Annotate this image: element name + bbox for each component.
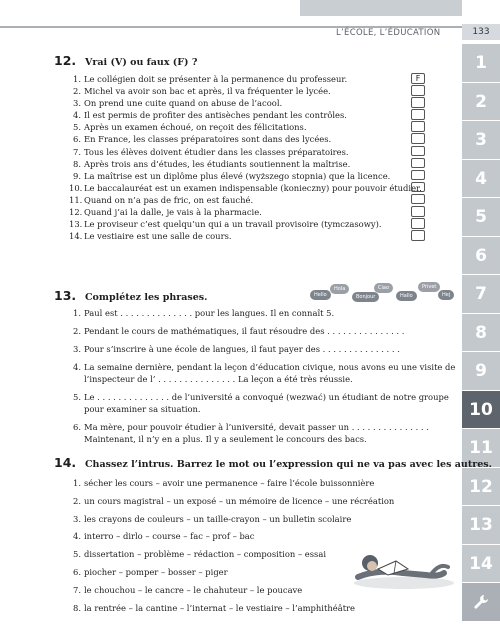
exercise-14-instruction: Chassez l’intrus. Barrez le mot ou l’expression qui ne va pas avec les autres. — [85, 459, 492, 470]
chapter-tab-6: 6 — [462, 237, 500, 276]
ex12-item — [69, 218, 414, 230]
ex13-item — [73, 343, 456, 355]
chapter-tab-12: 12 — [462, 468, 500, 507]
answer-box[interactable] — [411, 194, 425, 205]
greeting-bubble: Bonjour — [352, 292, 379, 302]
answer-box[interactable] — [411, 97, 425, 108]
item-number: 5. — [73, 392, 81, 403]
item-number: 3. — [73, 513, 81, 524]
item-number: 8. — [73, 158, 81, 169]
item-text: Quand on n’a pas de fric, on est fauché. — [84, 194, 254, 205]
item-text: dissertation – problème – rédaction – composition – essai — [84, 549, 327, 560]
page-number: 133 — [462, 24, 500, 40]
ex12-item — [69, 182, 422, 194]
greeting-bubble: Hola — [330, 284, 349, 294]
ex13-item — [73, 391, 456, 415]
item-number: 12. — [69, 207, 83, 218]
exercise-13-list — [73, 307, 456, 451]
ex12-item — [73, 170, 414, 182]
item-number: 6. — [73, 134, 81, 145]
answer-box[interactable] — [411, 109, 425, 120]
running-title: L’ÉCOLE, L’ÉDUCATION — [336, 28, 441, 38]
chapter-tabs — [462, 44, 500, 622]
chapter-tab-7: 7 — [462, 275, 500, 314]
item-number: 6. — [73, 566, 81, 577]
exercise-13-instruction: Complétez les phrases. — [85, 292, 208, 303]
exercise-14-number: 14. — [54, 455, 77, 470]
chapter-tab-11: 11 — [462, 429, 500, 468]
chapter-tab-1: 1 — [462, 44, 500, 83]
answer-boxes — [411, 73, 425, 242]
exercise-13-number: 13. — [54, 288, 77, 303]
item-text: piocher – pomper – bosser – piger — [84, 566, 228, 577]
exercise-14-title — [54, 455, 492, 470]
answer-box[interactable] — [411, 182, 425, 193]
answer-box[interactable] — [411, 170, 425, 181]
greeting-bubble: Ciao — [374, 283, 393, 293]
ex14-item — [73, 477, 456, 495]
chapter-tab-2: 2 — [462, 83, 500, 122]
item-text: Le baccalauréat est un examen indispensable (konieczny) pour pouvoir étudier. — [84, 182, 422, 193]
item-number: 4. — [73, 110, 81, 121]
greeting-bubbles-illustration — [300, 280, 460, 310]
ex13-item — [73, 307, 456, 319]
greeting-bubble: Hello — [310, 290, 331, 300]
chapter-tab-3: 3 — [462, 121, 500, 160]
chapter-tab-14: 14 — [462, 545, 500, 584]
item-number: 5. — [73, 549, 81, 560]
ex12-item — [73, 158, 414, 170]
item-number: 2. — [73, 495, 81, 506]
answer-box[interactable] — [411, 158, 425, 169]
item-number: 9. — [73, 170, 81, 181]
student-reading-illustration — [348, 533, 460, 591]
item-text: les crayons de couleurs – un taille-crayon – un bulletin scolaire — [84, 513, 352, 524]
chapter-tab-13: 13 — [462, 506, 500, 545]
item-text: On prend une cuite quand on abuse de l’acool. — [84, 98, 283, 109]
answer-box[interactable] — [411, 218, 425, 229]
item-text: Le proviseur c’est quelqu’un qui a un travail provisoire (tymczasowy). — [84, 219, 382, 230]
item-number: 7. — [73, 146, 81, 157]
item-text: Paul est . . . . . . . . . . . . . . pour les langues. Il en connaît 5. — [84, 308, 335, 318]
item-number: 2. — [73, 86, 81, 97]
item-number: 4. — [73, 361, 81, 372]
answer-box[interactable]: F — [411, 73, 425, 84]
item-number: 1. — [73, 308, 81, 318]
item-number: 2. — [73, 325, 81, 336]
item-text: Michel va avoir son bac et après, il va fréquenter le lycée. — [84, 86, 331, 97]
item-text: Il est permis de profiter des antisèches pendant les contrôles. — [84, 110, 347, 121]
item-number: 3. — [73, 98, 81, 109]
item-text: La semaine dernière, pendant la leçon d’éducation civique, nous avons eu une visite de l’inspecteur de l’ . . . . . . . . . . . . . . . La leçon a été très réussie. — [84, 361, 456, 385]
greeting-bubble: Hallo — [396, 291, 417, 301]
answer-box[interactable] — [411, 133, 425, 144]
ex14-item — [73, 513, 456, 531]
ex12-item — [73, 109, 414, 121]
exercise-12-instruction: Vrai (V) ou faux (F) ? — [85, 57, 198, 68]
item-text: la rentrée – la cantine – l’internat – le vestiaire – l’amphithéâtre — [84, 602, 356, 613]
item-number: 10. — [69, 182, 83, 193]
answer-box[interactable] — [411, 206, 425, 217]
item-number: 13. — [69, 219, 83, 230]
item-text: Pour s’inscrire à une école de langues, il faut payer des . . . . . . . . . . . . . . . — [84, 343, 400, 354]
chapter-tab-4: 4 — [462, 160, 500, 199]
ex14-item — [73, 602, 456, 620]
item-text: Le . . . . . . . . . . . . . . de l’université a convoqué (wezwać) un étudiant de notre groupe pour examiner sa situation. — [84, 392, 449, 415]
ex12-item — [73, 121, 414, 133]
answer-box[interactable] — [411, 146, 425, 157]
chapter-tab-10: 10 — [462, 391, 500, 430]
answer-box[interactable] — [411, 121, 425, 132]
ex13-item — [73, 421, 456, 445]
ex12-item — [73, 85, 414, 97]
ex12-item — [73, 97, 414, 109]
item-text: le chouchou – le cancre – le chahuteur – le poucave — [84, 584, 303, 595]
ex12-item — [69, 206, 414, 218]
item-number: 8. — [73, 602, 81, 613]
item-number: 11. — [69, 194, 83, 205]
chapter-tab-5: 5 — [462, 198, 500, 237]
ex12-item — [73, 73, 414, 85]
item-text: sécher les cours – avoir une permanence – faire l’école buissonnière — [84, 478, 375, 488]
greeting-bubble: Privet — [418, 282, 440, 292]
item-number: 1. — [73, 74, 81, 84]
ex12-item — [73, 133, 414, 145]
ex12-item — [69, 194, 414, 206]
item-number: 14. — [69, 231, 83, 242]
ex13-item — [73, 361, 456, 385]
item-text: Le vestiaire est une salle de cours. — [84, 231, 232, 242]
ex12-item — [73, 146, 414, 158]
item-text: Ma mère, pour pouvoir étudier à l’université, devait passer un . . . . . . . . . . . . . . . Maintenant, il n’y en a plus. Il y a seulement le concours des bacs. — [84, 422, 429, 445]
item-text: Après trois ans d’études, les étudiants soutiennent la maîtrise. — [84, 158, 351, 169]
item-text: Après un examen échoué, on reçoit des félicitations. — [84, 122, 307, 133]
item-text: En France, les classes préparatoires sont dans des lycées. — [84, 134, 332, 145]
ex13-item — [73, 325, 456, 337]
exercise-13-title — [54, 288, 207, 303]
exercise-12-list — [69, 73, 422, 242]
item-text: Tous les élèves doivent étudier dans les classes préparatoires. — [84, 146, 349, 157]
item-number: 3. — [73, 343, 81, 354]
item-text: Le collégien doit se présenter à la permanence du professeur. — [84, 74, 348, 84]
item-number: 6. — [73, 422, 81, 433]
item-number: 7. — [73, 584, 81, 595]
page-header — [0, 0, 462, 28]
answer-box[interactable] — [411, 230, 425, 241]
item-text: Quand j’ai la dalle, je vais à la pharmacie. — [84, 207, 262, 218]
exercise-12-title — [54, 53, 197, 68]
item-text: Pendant le cours de mathématiques, il faut résoudre des . . . . . . . . . . . . . . . — [84, 325, 405, 336]
chapter-tab-9: 9 — [462, 352, 500, 391]
exercise-12-number: 12. — [54, 53, 77, 68]
item-text: un cours magistral – un exposé – un mémoire de licence – une récréation — [84, 495, 395, 506]
item-number: 5. — [73, 122, 81, 133]
item-text: interro – dirlo – course – fac – prof – bac — [84, 531, 255, 542]
header-strip — [300, 0, 462, 16]
item-number: 1. — [73, 478, 81, 488]
greeting-bubble: Hej — [438, 290, 454, 300]
item-number: 4. — [73, 531, 81, 542]
item-text: La maîtrise est un diplôme plus élevé (wyższego stopnia) que la licence. — [84, 170, 391, 181]
chapter-tab-8: 8 — [462, 314, 500, 353]
wrench-icon — [462, 583, 500, 622]
ex14-item — [73, 495, 456, 513]
ex12-item — [69, 230, 414, 242]
answer-box[interactable] — [411, 85, 425, 96]
